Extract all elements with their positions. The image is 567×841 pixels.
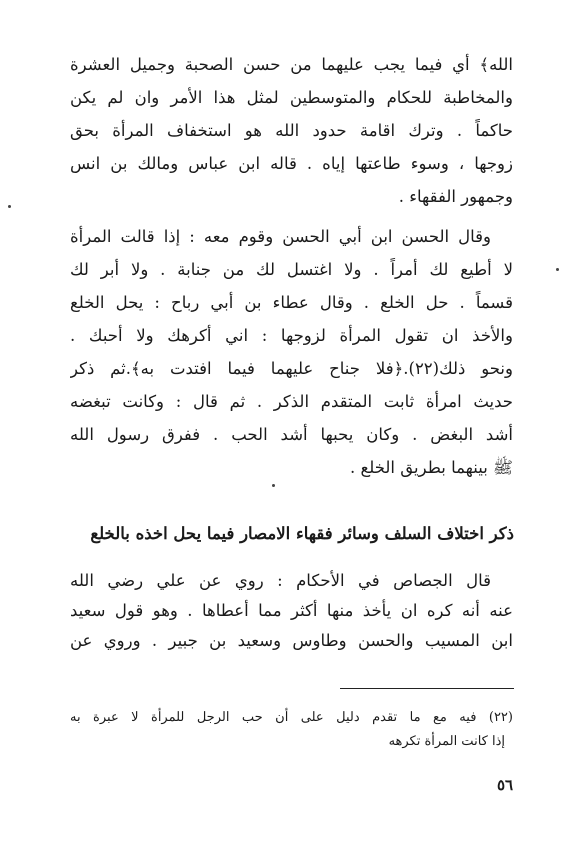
text-line: أشد البغض . وكان يحبها أشد الحب . ففرق رسول الله [70,425,513,444]
page-number: ٥٦ [496,776,514,794]
text-line: وقال الحسن ابن أبي الحسن وقوم معه : إذا قالت المرأة [70,227,491,246]
paragraph-1 [70,48,513,213]
text-line: لا أطيع لك أمراً . ولا اغتسل لك من جنابة . ولا أبر لك [70,260,513,279]
section-heading: ذكر اختلاف السلف وسائر فقهاء الامصار فيما يحل اخذه بالخلع [90,524,514,543]
text-line: ابن المسيب والحسن وطاوس وسعيد بن جبير . وروي عن [70,631,513,650]
text-line: عنه أنه كره ان يأخذ منها أكثر مما أعطاها . وهو قول سعيد [70,601,513,620]
paragraph-3 [70,566,513,656]
margin-speck [8,205,11,208]
text-line: والأخذ ان تقول المرأة لزوجها : اني أكرهك ولا أحبك . [70,326,513,345]
margin-speck [272,484,275,487]
text-line: الله﴾ أي فيما يجب عليهما من حسن الصحبة وجميل العشرة [70,55,513,74]
text-line: قسماً . حل الخلع . وقال عطاء بن أبي رباح : يحل الخلع [70,293,513,312]
text-line: وجمهور الفقهاء . [398,187,513,206]
text-line: حاكماً . وترك اقامة حدود الله هو استخفاف المرأة بحق [70,121,513,140]
margin-speck [556,268,559,271]
text-line: ﷺ بينهما بطريق الخلع . [350,458,513,477]
footnote [70,706,513,754]
text-line: زوجها ، وسوء طاعتها إياه . قاله ابن عباس ومالك بن انس [70,154,513,173]
text-line: ونحو ذلك(٢٢).﴿فلا جناح عليهما فيما افتدت به﴾.ثم ذكر [70,359,513,378]
text-line: حديث امرأة ثابت المتقدم الذكر . ثم قال : وكانت تبغضه [70,392,513,411]
text-line: والمخاطبة للحكام والمتوسطين لمثل هذا الأمر وان لم يكن [70,88,513,107]
footnote-divider [340,688,514,689]
paragraph-2 [70,220,513,484]
text-line: قال الجصاص في الأحكام : روي عن علي رضي الله [70,571,491,590]
footnote-line: (٢٢) فيه مع ما تقدم دليل على أن حب الرجل للمرأة لا عبرة به [70,710,513,725]
footnote-line: إذا كانت المرأة تكرهه [388,734,505,749]
